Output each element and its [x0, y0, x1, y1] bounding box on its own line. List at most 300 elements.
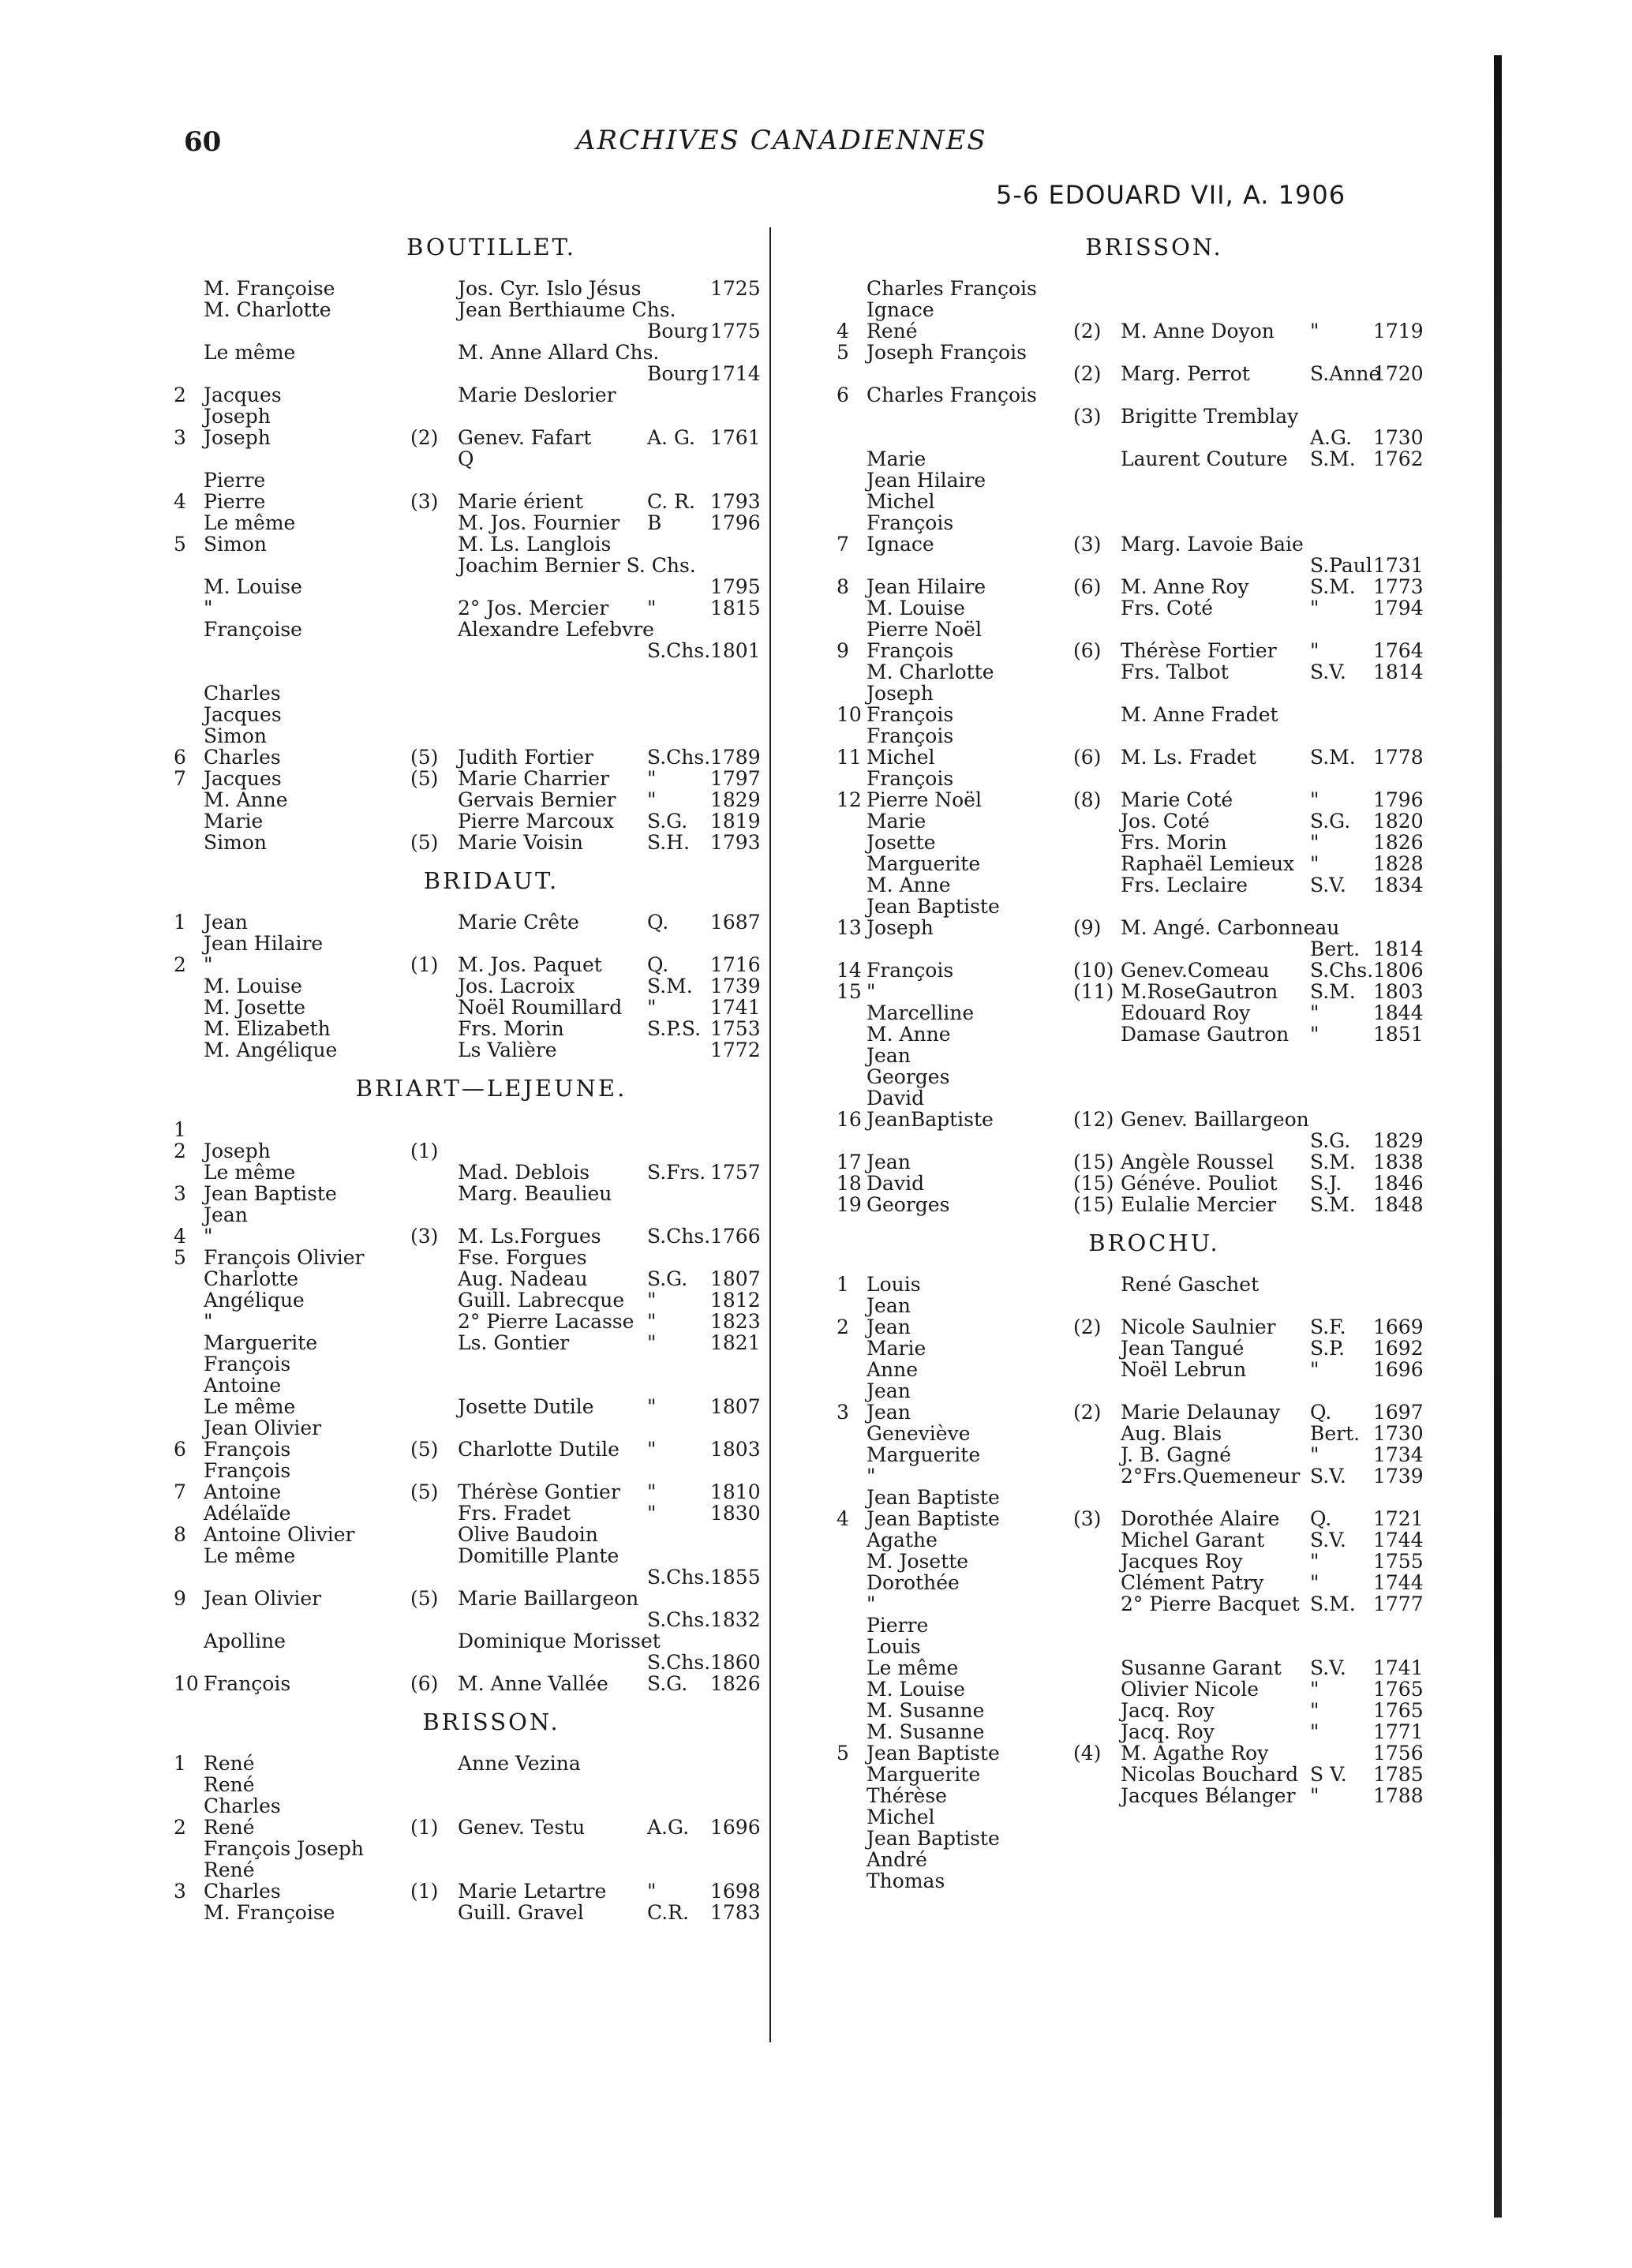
entry-spouse: Alexandre Lefebvre	[458, 618, 654, 641]
entry-spouse: Marg. Beaulieu	[458, 1182, 612, 1205]
entry-spouse: Jacques Roy	[1121, 1550, 1243, 1573]
entry-place: "	[647, 1289, 657, 1312]
entry-row	[837, 1380, 1424, 1402]
entry-row	[837, 342, 1424, 363]
entry-ref: (5)	[410, 767, 439, 790]
entry-spouse: Guill. Gravel	[458, 1901, 584, 1924]
entry-row	[837, 384, 1424, 406]
entry-ref: (6)	[1073, 575, 1102, 598]
entry-year: 1829	[710, 788, 761, 811]
entry-row	[837, 1593, 1424, 1615]
entry-name: Pierre	[204, 469, 266, 492]
entry-row	[837, 512, 1424, 533]
entry-name: "	[867, 980, 876, 1003]
family-section	[174, 234, 762, 853]
entry-place: Bourg	[647, 362, 709, 385]
entry-row	[174, 448, 762, 470]
entry-spouse: Ls Valière	[458, 1039, 557, 1061]
entry-num: 15	[837, 980, 862, 1003]
entry-spouse: Aug. Blais	[1121, 1422, 1222, 1445]
entry-name: M. Charlotte	[867, 661, 994, 683]
family-heading: BRIART—LEJEUNE.	[355, 1075, 627, 1102]
entry-num: 1	[837, 1273, 849, 1296]
entry-num: 3	[174, 426, 186, 449]
entry-ref: (3)	[1073, 533, 1102, 556]
entry-name: Joseph	[867, 916, 934, 939]
entry-name: Le même	[867, 1656, 959, 1679]
entry-row	[837, 555, 1424, 576]
entry-spouse: M. Ls.Forgues	[458, 1225, 601, 1248]
entry-name: François	[204, 1438, 291, 1461]
entry-num: 9	[174, 1587, 186, 1610]
entry-place: Bert.	[1310, 938, 1361, 960]
entry-year: 1851	[1373, 1023, 1424, 1046]
entry-name: Jean Hilaire	[867, 575, 986, 598]
entry-place: S.Chs.	[647, 1566, 711, 1589]
entry-name: Charles	[204, 1880, 281, 1903]
entry-row	[837, 1359, 1424, 1380]
entry-spouse: M. Anne Doyon	[1121, 320, 1275, 342]
edition-label: 5-6 EDOUARD VII, A. 1906	[996, 180, 1346, 210]
entry-row	[174, 1140, 762, 1162]
entry-row	[174, 1902, 762, 1923]
entry-row	[174, 683, 762, 704]
entry-row	[174, 1268, 762, 1289]
entry-name: Jean Olivier	[204, 1417, 322, 1439]
entry-spouse: Marie Voisin	[458, 831, 583, 854]
entry-year: 1814	[1373, 661, 1424, 683]
entry-year: 1793	[710, 490, 761, 513]
entry-name: "	[204, 1310, 213, 1333]
entry-place: "	[647, 1880, 657, 1903]
entry-spouse: Thérèse Gontier	[458, 1480, 620, 1503]
entry-row	[174, 997, 762, 1018]
entry-place: "	[1310, 1001, 1319, 1024]
entry-name: Michel	[867, 746, 935, 769]
entry-place: "	[1310, 1784, 1319, 1807]
entry-name: "	[204, 597, 213, 619]
entry-ref: (15)	[1073, 1172, 1114, 1195]
entry-name: Jacques	[204, 703, 282, 726]
entry-row	[174, 661, 762, 683]
entry-year: 1765	[1373, 1699, 1424, 1722]
entry-year: 1755	[1373, 1550, 1424, 1573]
entry-year: 1826	[1373, 831, 1424, 854]
entry-row	[174, 1162, 762, 1183]
entry-place: "	[1310, 597, 1319, 619]
entry-name: Le même	[204, 1544, 296, 1567]
entry-spouse: Laurent Couture	[1121, 447, 1288, 470]
entry-name: François Olivier	[204, 1246, 365, 1269]
entry-spouse: Domitille Plante	[458, 1544, 619, 1567]
entry-place: S.Frs.	[647, 1161, 706, 1184]
entry-row	[837, 1109, 1424, 1130]
entry-name: Charlotte	[204, 1267, 299, 1290]
entry-ref: (5)	[410, 746, 439, 769]
entry-num: 5	[174, 1246, 186, 1269]
entry-spouse: Olive Baudoin	[458, 1523, 598, 1546]
entry-ref: (3)	[1073, 1507, 1102, 1530]
entry-ref: (5)	[410, 1480, 439, 1503]
entry-year: 1794	[1373, 597, 1424, 619]
entry-name: Jean Baptiste	[867, 895, 1000, 918]
entry-num: 11	[837, 746, 862, 769]
entry-num: 2	[174, 1816, 186, 1839]
entry-name: M. Elizabeth	[204, 1017, 331, 1040]
entry-name: Marie	[204, 810, 264, 833]
entry-year: 1815	[710, 597, 761, 619]
entry-num: 19	[837, 1193, 862, 1216]
entry-spouse: Susanne Garant	[1121, 1656, 1282, 1679]
entry-num: 7	[174, 1480, 186, 1503]
entry-name: Jacques	[204, 384, 282, 406]
entry-name: David	[867, 1172, 925, 1195]
entry-ref: (9)	[1073, 916, 1102, 939]
entry-row	[837, 789, 1424, 810]
entry-place: S.Chs.	[647, 639, 711, 662]
entry-place: S.Chs.	[647, 1225, 711, 1248]
entry-row	[837, 406, 1424, 427]
entry-name: Simon	[204, 831, 267, 854]
entry-ref: (1)	[410, 1140, 439, 1162]
family-section	[174, 1708, 762, 1923]
entry-year: 1720	[1373, 362, 1424, 385]
entry-num: 2	[174, 1140, 186, 1162]
entry-name: Marguerite	[867, 852, 981, 875]
entry-year: 1796	[1373, 788, 1424, 811]
entry-name: Jean	[867, 1379, 911, 1402]
entry-name: François	[867, 639, 954, 662]
entry-year: 1783	[710, 1901, 761, 1924]
entry-name: "	[204, 953, 213, 976]
entry-name: Michel	[867, 1806, 935, 1828]
entry-name: Thomas	[867, 1869, 945, 1892]
entry-place: "	[1310, 1571, 1319, 1594]
entry-name: M. Louise	[204, 575, 302, 598]
entry-num: 2	[837, 1316, 849, 1338]
entry-ref: (2)	[1073, 1316, 1102, 1338]
entry-name: Joseph	[867, 682, 934, 705]
entry-name: François	[867, 511, 954, 534]
entry-year: 1697	[1373, 1401, 1424, 1424]
entry-row	[174, 1332, 762, 1353]
entry-row	[837, 981, 1424, 1002]
entry-spouse: Marie Charrier	[458, 767, 609, 790]
entry-row	[174, 384, 762, 406]
entry-row	[837, 725, 1424, 747]
entry-place: "	[1310, 1550, 1319, 1573]
entry-spouse: 2° Jos. Mercier	[458, 597, 609, 619]
entry-row	[837, 363, 1424, 384]
entry-name: Pierre Noël	[867, 788, 982, 811]
entry-ref: (2)	[1073, 1401, 1102, 1424]
entry-place: C. R.	[647, 490, 695, 513]
family-section	[837, 234, 1424, 1215]
entry-num: 4	[174, 490, 186, 513]
entry-spouse: Jos. Cyr. Islo Jésus	[458, 277, 642, 300]
entry-place: S.V.	[1310, 1465, 1346, 1488]
entry-name: Marie	[867, 447, 926, 470]
entry-spouse: Angèle Roussel	[1121, 1151, 1275, 1173]
entry-row	[837, 1295, 1424, 1316]
entry-name: François	[867, 703, 954, 726]
entry-ref: (5)	[410, 1587, 439, 1610]
entry-year: 1812	[710, 1289, 761, 1312]
entry-row	[174, 1119, 762, 1140]
entry-row	[174, 954, 762, 975]
entry-num: 12	[837, 788, 862, 811]
entry-num: 10	[837, 703, 862, 726]
entry-list	[837, 278, 1424, 1215]
entry-name: Marguerite	[867, 1443, 981, 1466]
entry-spouse: Noël Roumillard	[458, 996, 623, 1019]
entry-place: S.Chs.	[647, 746, 711, 769]
entry-year: 1801	[710, 639, 761, 662]
entry-row	[174, 1375, 762, 1396]
entry-spouse: Gervais Bernier	[458, 788, 616, 811]
entry-year: 1829	[1373, 1129, 1424, 1152]
entry-spouse: M. Ls. Langlois	[458, 533, 612, 556]
entry-row	[174, 1881, 762, 1902]
entry-name: François	[204, 1672, 291, 1695]
entry-spouse: Marie Crête	[458, 911, 579, 934]
entry-name: Marguerite	[204, 1331, 318, 1354]
entry-row	[837, 661, 1424, 683]
entry-year: 1771	[1373, 1720, 1424, 1743]
entry-name: Pierre Noël	[867, 618, 982, 641]
running-title: ARCHIVES CANADIENNES	[576, 125, 987, 156]
entry-place: S.G.	[647, 810, 688, 833]
entry-row	[837, 1423, 1424, 1444]
entry-row	[837, 1045, 1424, 1066]
entry-row	[174, 1609, 762, 1630]
entry-row	[837, 1572, 1424, 1593]
entry-spouse: M. Anne Roy	[1121, 575, 1249, 598]
entry-name: M. Anne	[867, 874, 951, 896]
entry-row	[174, 1311, 762, 1332]
entry-place: "	[647, 1331, 657, 1354]
entry-name: Marie	[867, 1337, 926, 1360]
entry-place: S.M.	[1310, 746, 1356, 769]
entry-spouse: Clément Patry	[1121, 1571, 1264, 1594]
entry-num: 4	[174, 1225, 186, 1248]
entry-spouse: Jacq. Roy	[1121, 1699, 1215, 1722]
entry-year: 1778	[1373, 746, 1424, 769]
entry-place: "	[1310, 1720, 1319, 1743]
family-section	[174, 1075, 762, 1694]
entry-row	[174, 512, 762, 533]
entry-year: 1744	[1373, 1529, 1424, 1551]
entry-name: Antoine	[204, 1480, 282, 1503]
entry-spouse: Jacq. Roy	[1121, 1720, 1215, 1743]
entry-place: Bert.	[1310, 1422, 1361, 1445]
entry-ref: (12)	[1073, 1108, 1114, 1131]
entry-year: 1744	[1373, 1571, 1424, 1594]
entry-name: Josette	[867, 831, 936, 854]
entry-year: 1753	[710, 1017, 761, 1040]
entry-num: 8	[837, 575, 849, 598]
entry-spouse: Marg. Perrot	[1121, 362, 1250, 385]
entry-name: Joseph	[204, 405, 271, 428]
entry-row	[837, 1551, 1424, 1572]
entry-ref: (6)	[410, 1672, 439, 1695]
entry-spouse: M. Jos. Fournier	[458, 511, 620, 534]
entry-name: Françoise	[204, 618, 302, 641]
entry-year: 1687	[710, 911, 761, 934]
entry-spouse: Nicolas Bouchard	[1121, 1763, 1299, 1786]
entry-name: François	[867, 767, 954, 790]
entry-row	[174, 363, 762, 384]
entry-place: "	[1310, 639, 1319, 662]
entry-name: Jean Baptiste	[867, 1742, 1000, 1765]
entry-name: M. Charlotte	[204, 298, 331, 321]
entry-spouse: Judith Fortier	[458, 746, 593, 769]
entry-num: 3	[837, 1401, 849, 1424]
entry-year: 1855	[710, 1566, 761, 1589]
entry-name: Dorothée	[867, 1571, 960, 1594]
entry-place: S.P.	[1310, 1337, 1345, 1360]
entry-year: 1756	[1373, 1742, 1424, 1765]
entry-name: Jean	[867, 1316, 911, 1338]
entry-spouse: Genev. Baillargeon	[1121, 1108, 1309, 1131]
entry-row	[174, 406, 762, 427]
entry-place: "	[1310, 1699, 1319, 1722]
entry-row	[174, 278, 762, 299]
entry-year: 1730	[1373, 426, 1424, 449]
entry-place: A. G.	[647, 426, 695, 449]
entry-spouse: Raphaël Lemieux	[1121, 852, 1295, 875]
entry-place: S.Chs.	[647, 1608, 711, 1631]
entry-year: 1834	[1373, 874, 1424, 896]
entry-year: 1785	[1373, 1763, 1424, 1786]
entry-spouse: Marie Letartre	[458, 1880, 607, 1903]
entry-place: S.G.	[647, 1672, 688, 1695]
entry-place: Q.	[647, 911, 669, 934]
entry-row	[174, 320, 762, 342]
entry-ref: (5)	[410, 1438, 439, 1461]
entry-num: 13	[837, 916, 862, 939]
entry-ref: (4)	[1073, 1742, 1102, 1765]
entry-row	[174, 1859, 762, 1881]
entry-year: 1739	[710, 975, 761, 997]
entry-name: Charles François	[867, 277, 1037, 300]
entry-num: 3	[174, 1182, 186, 1205]
entry-row	[837, 896, 1424, 917]
entry-spouse: Marie érient	[458, 490, 583, 513]
entry-num: 6	[837, 384, 849, 406]
entry-row	[174, 1183, 762, 1204]
entry-spouse: M.RoseGautron	[1121, 980, 1278, 1003]
entry-ref: (1)	[410, 1816, 439, 1839]
entry-place: "	[647, 1438, 657, 1461]
entry-name: Marcelline	[867, 1001, 975, 1024]
entry-name: M. Susanne	[867, 1720, 985, 1743]
entry-row	[837, 768, 1424, 789]
entry-num: 6	[174, 1438, 186, 1461]
entry-spouse: Nicole Saulnier	[1121, 1316, 1276, 1338]
entry-ref: (3)	[1073, 405, 1102, 428]
entry-place: S.M.	[1310, 575, 1356, 598]
entry-row	[837, 938, 1424, 960]
entry-spouse: Thérèse Fortier	[1121, 639, 1277, 662]
family-heading: BOUTILLET.	[406, 234, 576, 260]
entry-name: M. Susanne	[867, 1699, 985, 1722]
entry-year: 1773	[1373, 575, 1424, 598]
entry-year: 1821	[710, 1331, 761, 1354]
entry-spouse: Dominique Morisset	[458, 1630, 661, 1652]
entry-name: Jean	[867, 1401, 911, 1424]
entry-num: 5	[837, 1742, 849, 1765]
entry-row	[837, 427, 1424, 448]
entry-num: 5	[837, 341, 849, 364]
entry-name: M. Angélique	[204, 1039, 338, 1061]
entry-spouse: Frs. Fradet	[458, 1502, 571, 1525]
entry-name: Joseph	[204, 426, 271, 449]
entry-row	[174, 1353, 762, 1375]
entry-row	[837, 1700, 1424, 1721]
entry-ref: (3)	[410, 490, 439, 513]
entry-row	[174, 975, 762, 997]
entry-row	[837, 1151, 1424, 1173]
entry-year: 1696	[1373, 1358, 1424, 1381]
entry-spouse: Genev. Testu	[458, 1816, 586, 1839]
entry-row	[174, 1545, 762, 1566]
entry-place: S V.	[1310, 1763, 1347, 1786]
entry-ref: (2)	[1073, 362, 1102, 385]
entry-year: 1803	[710, 1438, 761, 1461]
entry-row	[174, 1439, 762, 1460]
entry-num: 10	[174, 1672, 199, 1695]
entry-row	[837, 491, 1424, 512]
entry-year: 1698	[710, 1880, 761, 1903]
entry-year: 1823	[710, 1310, 761, 1333]
entry-place: "	[1310, 320, 1319, 342]
entry-row	[174, 832, 762, 853]
entry-spouse: Jean Tangué	[1121, 1337, 1245, 1360]
entry-place: Bourg	[647, 320, 709, 342]
entry-year: 1669	[1373, 1316, 1424, 1338]
entry-place: S.V.	[1310, 874, 1346, 896]
entry-spouse: Edouard Roy	[1121, 1001, 1251, 1024]
entry-num: 1	[174, 1752, 186, 1775]
entry-name: M. Françoise	[204, 277, 335, 300]
entry-ref: (1)	[410, 1880, 439, 1903]
entry-row	[174, 1396, 762, 1417]
entry-name: René	[204, 1752, 255, 1775]
entry-name: Charles	[204, 682, 281, 705]
entry-list	[174, 911, 762, 1061]
entry-year: 1803	[1373, 980, 1424, 1003]
entry-name: André	[867, 1848, 927, 1871]
entry-name: M. Louise	[204, 975, 302, 997]
entry-name: Jacques	[204, 767, 282, 790]
entry-row	[837, 1508, 1424, 1529]
entry-name: Agathe	[867, 1529, 938, 1551]
entry-row	[174, 1566, 762, 1588]
family-section	[837, 1229, 1424, 1892]
entry-place: "	[647, 1395, 657, 1418]
entry-name: Geneviève	[867, 1422, 971, 1445]
entry-spouse: Jos. Lacroix	[458, 975, 575, 997]
entry-name: Charles François	[867, 384, 1037, 406]
entry-place: S.M.	[1310, 447, 1356, 470]
entry-num: 9	[837, 639, 849, 662]
entry-row	[174, 810, 762, 832]
entry-year: 1848	[1373, 1193, 1424, 1216]
entry-spouse: Joachim Bernier S. Chs.	[458, 554, 696, 577]
entry-year: 1775	[710, 320, 761, 342]
entry-spouse: Brigitte Tremblay	[1121, 405, 1299, 428]
